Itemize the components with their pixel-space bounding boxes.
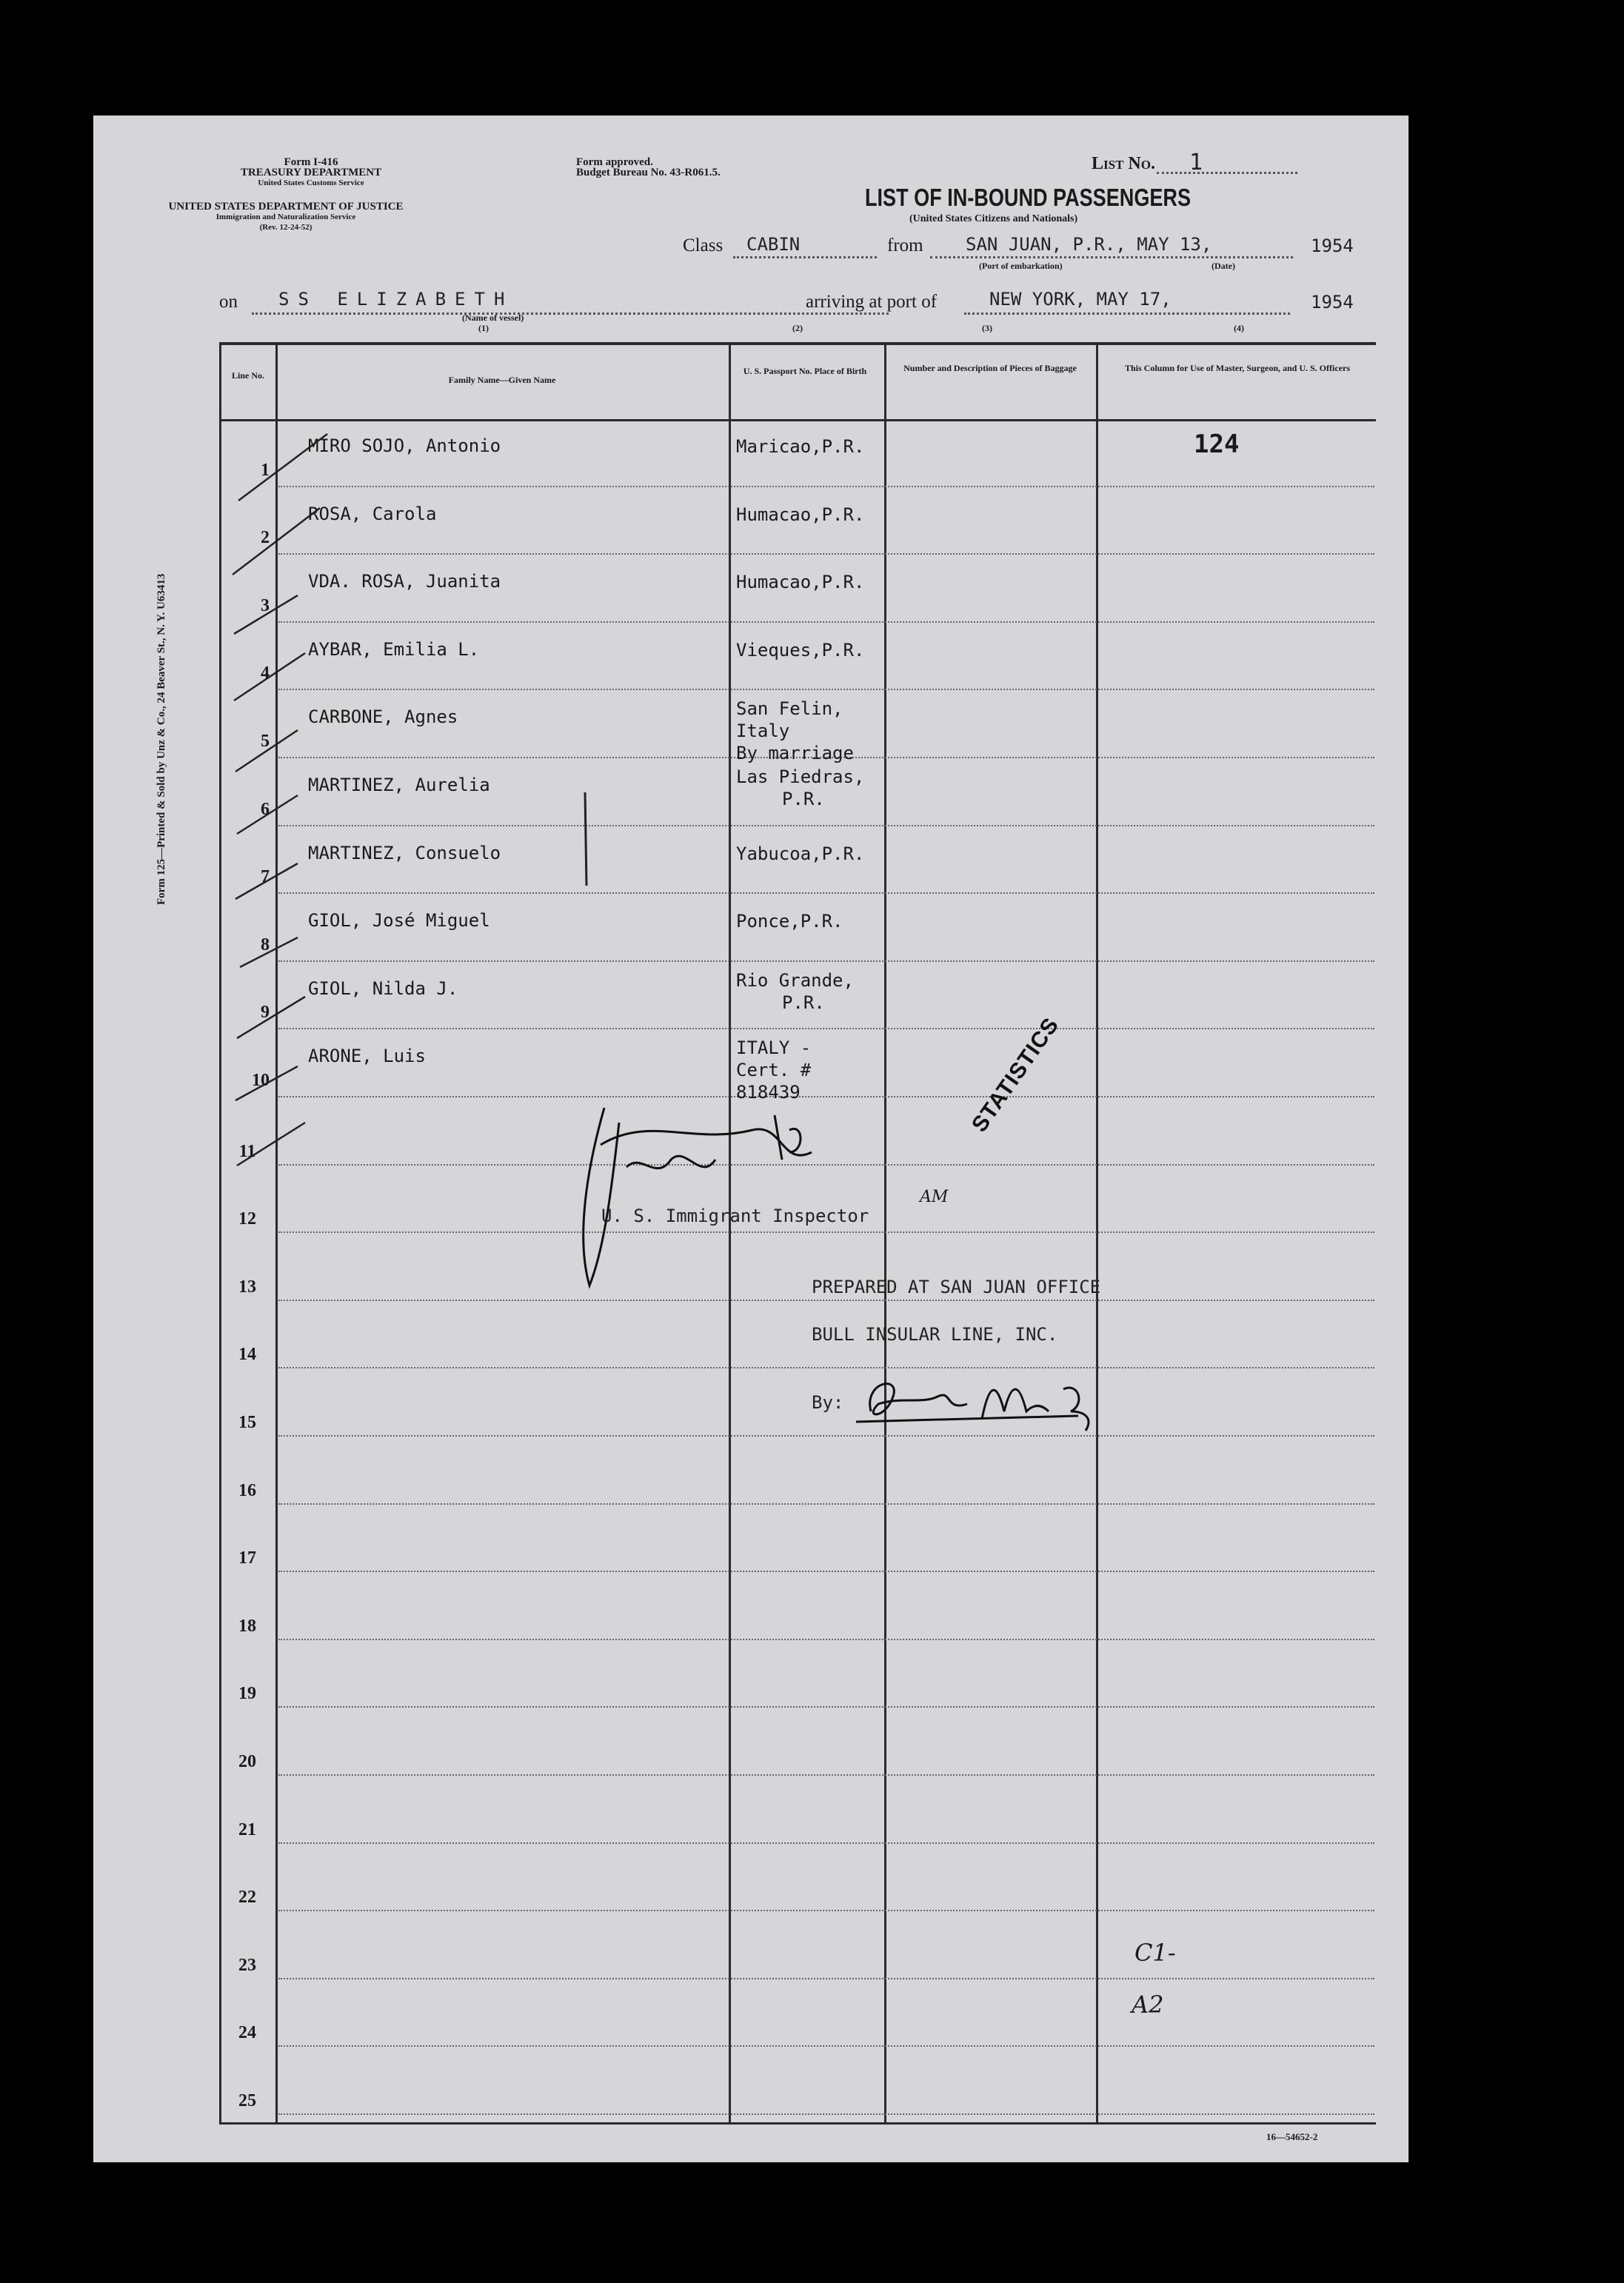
row-rule — [278, 1028, 1374, 1029]
row-line-number: 24 — [238, 2023, 256, 2043]
birth-line: Yabucoa,P.R. — [736, 843, 865, 864]
punch-hole — [47, 275, 87, 315]
birth-line: Rio Grande, — [736, 969, 854, 991]
on-label: on — [219, 292, 238, 312]
check-marks — [224, 390, 372, 1219]
row-rule — [278, 960, 1374, 962]
row-rule — [278, 1503, 1374, 1505]
row-rule — [278, 1571, 1374, 1572]
row-line-number: 12 — [238, 1209, 256, 1229]
passenger-name: GIOL, José Miguel — [308, 910, 490, 932]
row-line-number: 6 — [261, 799, 270, 819]
prepared-text: PREPARED AT SAN JUAN OFFICE — [812, 1277, 1101, 1297]
row-line-number: 8 — [261, 935, 270, 955]
row-line-number: 11 — [238, 1141, 256, 1161]
list-number: 1 — [1189, 150, 1203, 176]
birth-line: Humacao,P.R. — [736, 504, 865, 525]
row-line-number: 14 — [238, 1345, 256, 1365]
row-line-number: 5 — [261, 732, 270, 751]
inspector-label: U. S. Immigrant Inspector — [601, 1206, 869, 1226]
arriving-label: arriving at port of — [806, 292, 938, 312]
birth-line: San Felin, — [736, 698, 843, 720]
agency-block — [215, 157, 407, 188]
passenger-name: AYBAR, Emilia L. — [308, 638, 480, 660]
row-rule — [278, 1096, 1374, 1097]
officer-note: 124 — [1194, 429, 1240, 459]
passenger-name: VDA. ROSA, Juanita — [308, 571, 501, 592]
birth-line: Italy — [736, 721, 790, 742]
row-rule — [278, 825, 1374, 826]
row-line-number: 4 — [261, 663, 270, 683]
place-of-birth — [736, 969, 854, 1014]
row-line-number: 9 — [261, 1003, 270, 1023]
revision: (Rev. 12-24-52) — [259, 223, 313, 232]
row-rule — [278, 1639, 1374, 1640]
row-rule — [278, 689, 1374, 690]
place-of-birth — [736, 1037, 811, 1103]
birth-line: By marriage — [736, 743, 854, 764]
caption-3: (3) — [982, 323, 992, 333]
birth-line: ITALY - — [736, 1037, 812, 1059]
place-of-birth — [736, 698, 854, 764]
punch-hole — [47, 1580, 87, 1620]
punch-hole — [47, 2056, 87, 2096]
row-rule — [278, 1978, 1374, 1979]
vessel-caption: (Name of vessel) — [462, 312, 524, 323]
arriving-value: NEW YORK, MAY 17, — [989, 289, 1172, 310]
printer-side-text: Form 125—Printed & Sold by Unz & Co., 24 Beaver St., N. Y. U63413 — [156, 573, 167, 905]
birth-line: Cert. # — [736, 1060, 812, 1081]
col-name: Family Name—Given Name — [448, 375, 556, 385]
form-footer-code: 16—54652-2 — [1266, 2131, 1318, 2142]
row-line-number: 15 — [238, 1413, 256, 1432]
page-subtitle: (United States Citizens and Nationals) — [909, 213, 1078, 224]
customs-service: United States Customs Service — [258, 178, 364, 187]
row-line-number: 25 — [238, 2091, 256, 2110]
birth-line: Las Piedras, — [736, 766, 865, 787]
row-rule — [278, 1706, 1374, 1708]
row-line-number: 13 — [238, 1277, 256, 1297]
row-line-number: 7 — [261, 867, 270, 887]
from-label: from — [887, 235, 923, 255]
vertical-pen-mark — [579, 789, 594, 893]
table-bottom-rule — [219, 2122, 1376, 2125]
punch-hole — [47, 157, 87, 197]
row-line-number: 23 — [238, 1955, 256, 1975]
row-line-number: 17 — [238, 1548, 256, 1568]
line-company: BULL INSULAR LINE, INC. — [812, 1324, 1058, 1345]
page-title: LIST OF IN-BOUND PASSENGERS — [865, 184, 1192, 211]
passenger-name: ARONE, Luis — [308, 1046, 426, 1067]
birth-line: P.R. — [782, 789, 825, 809]
place-of-birth — [736, 910, 843, 932]
punch-hole — [47, 1120, 87, 1160]
place-of-birth — [736, 766, 864, 810]
place-of-birth — [736, 435, 864, 458]
list-label: List No. — [1092, 154, 1155, 173]
inspector-signature — [560, 1100, 871, 1300]
passenger-name: GIOL, Nilda J. — [308, 977, 458, 999]
col-passport: U. S. Passport No. Place of Birth — [743, 366, 867, 376]
caption-2: (2) — [792, 323, 803, 333]
row-line-number: 19 — [238, 1684, 256, 1704]
place-of-birth — [736, 843, 864, 865]
place-of-birth — [736, 504, 864, 526]
row-line-number: 1 — [261, 460, 270, 480]
passenger-name: MIRO SOJO, Antonio — [308, 435, 501, 456]
row-rule — [278, 1367, 1374, 1368]
class-value: CABIN — [746, 234, 801, 255]
col-line-no: Line No. — [231, 370, 264, 381]
birth-line: P.R. — [782, 992, 825, 1013]
ins-name: Immigration and Naturalization Service — [215, 213, 356, 221]
passenger-name: CARBONE, Agnes — [308, 706, 458, 728]
margin-note-1: C1- — [1135, 1939, 1176, 1967]
justice-block — [108, 201, 464, 233]
row-line-number: 3 — [261, 595, 270, 615]
agent-signature — [856, 1367, 1108, 1434]
row-rule — [278, 1774, 1374, 1776]
inspector-initials: AM — [920, 1188, 949, 1206]
row-rule — [278, 1842, 1374, 1844]
row-rule — [278, 1910, 1374, 1911]
margin-note-2: A2 — [1132, 1990, 1164, 2019]
birth-line: Ponce,P.R. — [736, 911, 843, 932]
form-number: Form I-416 — [284, 156, 338, 168]
by-label: By: — [812, 1392, 844, 1413]
row-rule — [278, 621, 1374, 623]
birth-line: Vieques,P.R. — [736, 639, 865, 661]
col-baggage: Number and Description of Pieces of Baggage — [903, 363, 1077, 373]
punch-hole — [47, 1928, 87, 1968]
birth-line: Humacao,P.R. — [736, 572, 865, 593]
port-caption: (Port of embarkation) — [979, 261, 1063, 271]
row-line-number: 16 — [238, 1480, 256, 1500]
row-rule — [278, 486, 1374, 487]
row-rule — [278, 2045, 1374, 2047]
passenger-name: MARTINEZ, Consuelo — [308, 842, 501, 863]
row-line-number: 18 — [238, 1616, 256, 1636]
approval-block — [576, 157, 721, 178]
row-line-number: 21 — [238, 1819, 256, 1839]
class-label: Class — [683, 235, 724, 255]
row-line-number: 20 — [238, 1752, 256, 1771]
date-caption: (Date) — [1212, 261, 1235, 271]
table-top-rule — [219, 342, 1376, 345]
place-of-birth — [736, 639, 864, 661]
birth-line: Maricao,P.R. — [736, 436, 865, 457]
row-line-number: 10 — [252, 1071, 270, 1090]
col-officers: This Column for Use of Master, Surgeon, and U. S. Officers — [1124, 363, 1350, 373]
from-value: SAN JUAN, P.R., MAY 13, — [966, 234, 1212, 255]
justice-dept: UNITED STATES DEPARTMENT OF JUSTICE — [168, 201, 404, 213]
row-line-number: 2 — [261, 528, 270, 548]
row-rule — [278, 2113, 1374, 2115]
treasury-dept: TREASURY DEPARTMENT — [240, 167, 382, 178]
row-rule — [278, 1435, 1374, 1437]
statistics-stamp: STATISTICS — [967, 1013, 1064, 1137]
punch-hole — [47, 1457, 87, 1497]
row-line-number: 22 — [238, 1888, 256, 1908]
birth-line: 818439 — [736, 1082, 801, 1103]
from-year: 1954 — [1311, 235, 1354, 256]
punch-hole — [47, 772, 87, 812]
row-rule — [278, 553, 1374, 555]
caption-1: (1) — [478, 323, 489, 333]
arriving-year: 1954 — [1311, 292, 1354, 312]
budget-bureau: Budget Bureau No. 43-R061.5. — [576, 167, 721, 178]
caption-4: (4) — [1234, 323, 1244, 333]
form-page — [93, 116, 1409, 2162]
form-approved: Form approved. — [576, 156, 653, 168]
place-of-birth — [736, 571, 864, 593]
passenger-name: MARTINEZ, Aurelia — [308, 775, 490, 795]
vessel-name: SS ELIZABETH — [278, 289, 514, 310]
passenger-name: ROSA, Carola — [308, 503, 437, 524]
row-rule — [278, 892, 1374, 894]
header-bottom-rule — [219, 419, 1376, 421]
